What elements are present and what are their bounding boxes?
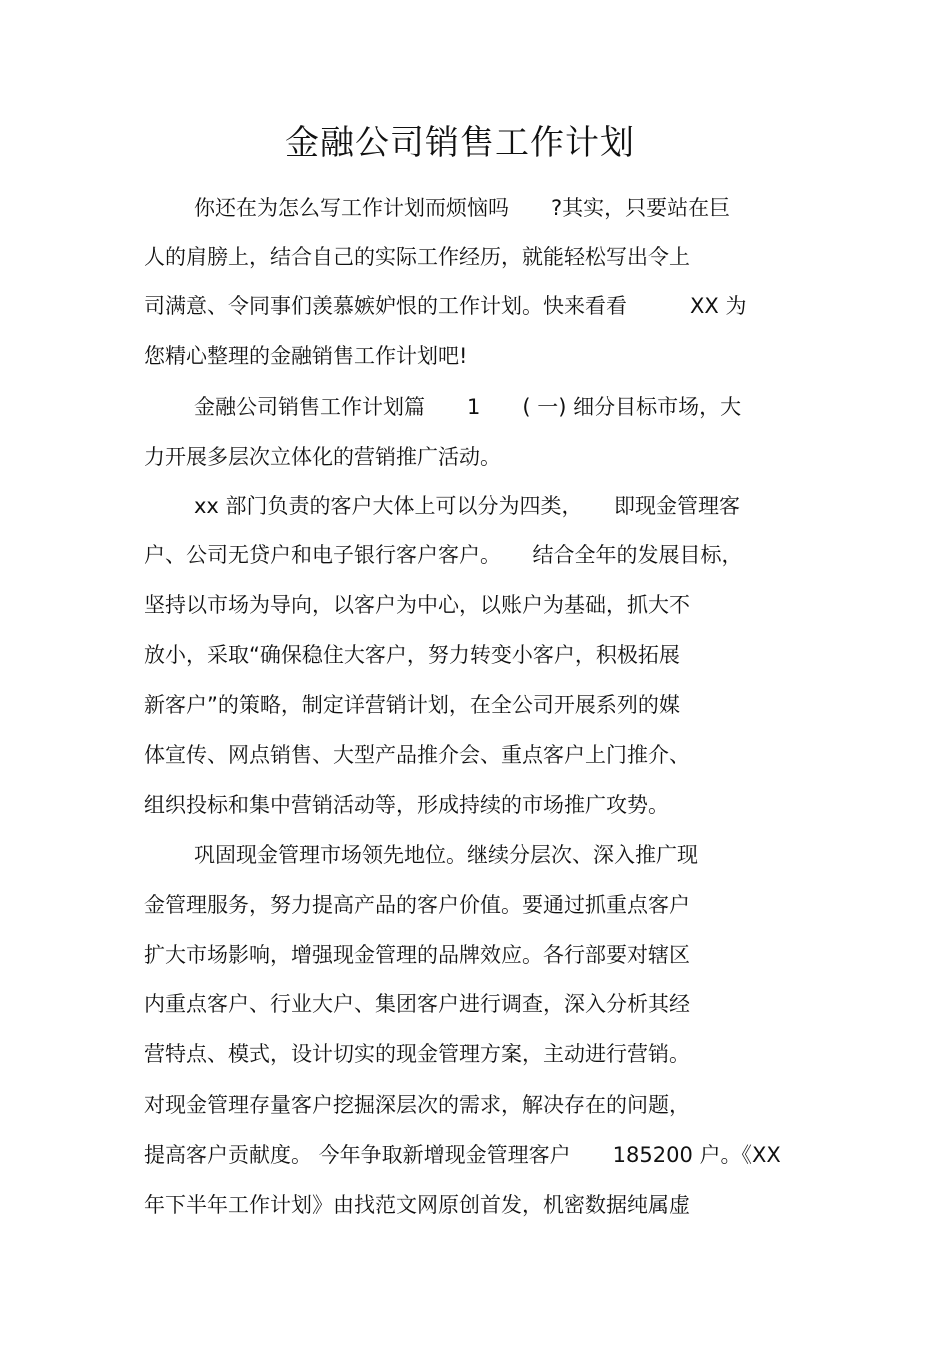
- text-line: 力开展多层次立体化的营销推广活动。: [144, 445, 501, 469]
- text-line: 您精心整理的金融销售工作计划吧!: [144, 344, 468, 368]
- text-line: 司满意、令同事们羡慕嫉妒恨的工作计划。快来看看 XX 为: [144, 294, 747, 318]
- text-line: 组织投标和集中营销活动等，形成持续的市场推广攻势。: [144, 793, 669, 817]
- text-line: 年下半年工作计划》由找范文网原创首发，机密数据纯属虚: [144, 1193, 690, 1217]
- text-line: 对现金管理存量客户挖掘深层次的需求，解决存在的问题，: [144, 1093, 690, 1117]
- text-line: 坚持以市场为导向，以客户为中心，以账户为基础，抓大不: [144, 593, 690, 617]
- text-line: 巩固现金管理市场领先地位。继续分层次、深入推广现: [194, 843, 698, 867]
- text-line: 户、公司无贷户和电子银行客户客户。 结合全年的发展目标，: [144, 543, 743, 567]
- text-line: 你还在为怎么写工作计划而烦恼吗 ?其实，只要站在巨: [194, 196, 731, 220]
- text-line: 金管理服务，努力提高产品的客户价值。要通过抓重点客户: [144, 893, 690, 917]
- text-line: 体宣传、网点销售、大型产品推介会、重点客户上门推介、: [144, 743, 690, 767]
- text-line: 新客户”的策略，制定详营销计划，在全公司开展系列的媒: [144, 693, 680, 717]
- document-title: 金融公司销售工作计划: [285, 123, 635, 163]
- text-line: 内重点客户、行业大户、集团客户进行调查，深入分析其经: [144, 992, 690, 1016]
- text-line: 人的肩膀上，结合自己的实际工作经历，就能轻松写出令上: [144, 245, 690, 269]
- text-line: 金融公司销售工作计划篇 1 ( 一) 细分目标市场，大: [194, 395, 742, 419]
- text-line: 提高客户贡献度。 今年争取新增现金管理客户 185200 户。《XX: [144, 1143, 781, 1167]
- text-line: xx 部门负责的客户大体上可以分为四类， 即现金管理客: [194, 494, 741, 518]
- text-line: 营特点、模式，设计切实的现金管理方案，主动进行营销。: [144, 1042, 690, 1066]
- text-line: 放小，采取“确保稳住大客户，努力转变小客户，积极拓展: [144, 643, 680, 667]
- text-line: 扩大市场影响，增强现金管理的品牌效应。各行部要对辖区: [144, 943, 690, 967]
